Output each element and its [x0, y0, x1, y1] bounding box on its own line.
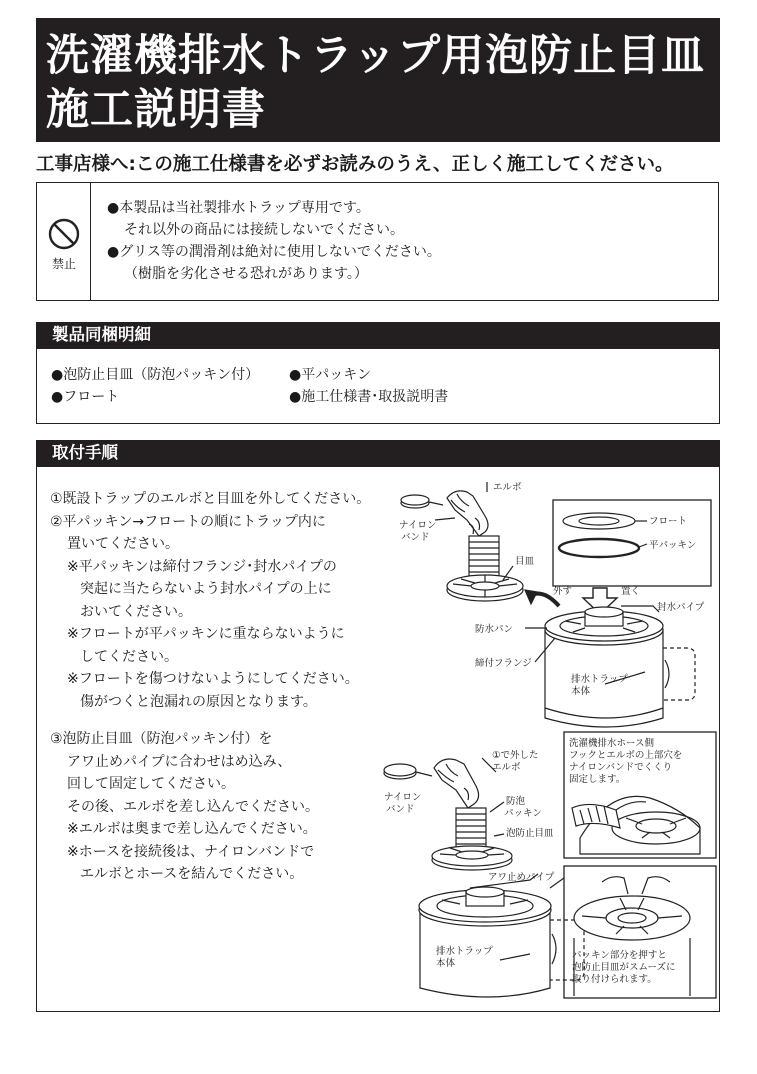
- warning-box: [36, 182, 719, 301]
- contents-item: ●施工仕様書･取扱説明書: [289, 389, 449, 405]
- label-trap-body: 排水トラップ: [571, 674, 628, 685]
- label-removed-elbow: ①で外した: [492, 750, 539, 761]
- packing-note-line: パッキン部分を押すと: [572, 950, 667, 961]
- title-block: [36, 18, 720, 142]
- step-line: ※エルボは奥まで差し込んでください。: [67, 821, 317, 837]
- label-nylon-band: ナイロン: [399, 520, 437, 531]
- label-nylon-band: バンド: [401, 532, 430, 543]
- contents-heading: 製品同梱明細: [36, 322, 720, 348]
- warning-line: ●本製品は当社製排水トラップ専用です。: [107, 200, 370, 216]
- label-mezara: 目皿: [515, 556, 535, 567]
- step-line: その後、エルボを差し込んでください。: [67, 798, 319, 815]
- step-line: ※フロートが平パッキンに重ならないように: [67, 626, 345, 642]
- contents-item: ●平パッキン: [289, 367, 372, 383]
- packing-note-line: 取り付けられます。: [572, 974, 657, 985]
- label-flange: 締付フランジ: [475, 658, 532, 669]
- label-trap-body: 本体: [436, 958, 456, 969]
- step-line: エルボとホースを結んでください。: [80, 866, 304, 882]
- warning-side: [37, 183, 91, 300]
- warning-line: （樹脂を劣化させる恐れがあります。）: [124, 266, 368, 282]
- prohibition-icon: [47, 217, 81, 251]
- hose-note-line: フックとエルボの上部穴を: [569, 750, 683, 761]
- hose-note-line: 固定します。: [569, 774, 626, 785]
- label-bouhou-packing: パッキン: [504, 808, 542, 819]
- label-removed-elbow: エルボ: [492, 762, 521, 773]
- label-flat-packing: 平パッキン: [649, 540, 697, 551]
- step-line: アワ止めパイプに合わせはめ込み、: [67, 753, 292, 770]
- contents-box: [36, 348, 720, 424]
- subtitle-notice: 工事店様へ:この施工仕様書を必ずお読みのうえ、正しく施工してください。: [36, 154, 674, 175]
- step-line: ※フロートを傷つけないようにしてください。: [67, 671, 359, 687]
- hose-note-line: ナイロンバンドでくくり: [569, 762, 673, 773]
- warning-text: [107, 197, 441, 285]
- step-line: 傷がつくと泡漏れの原因となります。: [80, 693, 317, 710]
- step-3: [50, 728, 319, 886]
- step-line: ※ホースを接続後は、ナイロンバンドで: [67, 843, 315, 860]
- step-line: ②平パッキン→フロートの順にトラップ内に: [50, 513, 326, 530]
- installation-diagram-2: [380, 728, 720, 1010]
- label-bouzui-pan: 防水パン: [475, 624, 514, 635]
- label-remove: 外す: [553, 586, 573, 597]
- step-line: ①既設トラップのエルボと目皿を外してください。: [50, 491, 371, 507]
- label-trap-body: 本体: [571, 686, 591, 697]
- step-line: 回して固定してください。: [67, 776, 235, 792]
- label-elbow: エルボ: [493, 482, 522, 493]
- contents-item: ●泡防止目皿（防泡パッキン付）: [51, 367, 260, 383]
- contents-item: ●フロート: [51, 389, 120, 405]
- hose-note-line: 洗濯機排水ホース側: [569, 738, 655, 749]
- label-foam-pipe: アワ止めパイプ: [488, 872, 555, 883]
- step-line: ③泡防止目皿（防泡パッキン付）を: [50, 731, 273, 747]
- installation-diagram-1: [395, 478, 715, 736]
- title-line-1: 洗濯機排水トラップ用泡防止目皿: [46, 31, 706, 81]
- label-trap-body: 排水トラップ: [436, 946, 493, 957]
- label-seal-pipe: 封水パイプ: [657, 602, 705, 613]
- step-line: ※平パッキンは締付フランジ･封水パイプの: [67, 558, 337, 575]
- label-nylon-band: ナイロン: [384, 792, 422, 803]
- warning-line: ●グリス等の潤滑剤は絶対に使用しないでください。: [107, 244, 441, 260]
- label-float: フロート: [649, 516, 688, 527]
- label-nylon-band: バンド: [386, 804, 415, 815]
- label-anti-foam-mezara: 泡防止目皿: [506, 828, 554, 839]
- prohibition-label: 禁止: [51, 257, 76, 271]
- label-bouhou-packing: 防泡: [506, 796, 526, 807]
- label-place: 置く: [621, 586, 641, 597]
- step-line: おいてください。: [80, 603, 192, 620]
- steps-1-2: [50, 488, 370, 713]
- warning-line: それ以外の商品には接続しないでください。: [124, 222, 404, 238]
- packing-note-line: 泡防止目皿がスムーズに: [572, 962, 676, 973]
- procedure-heading: 取付手順: [36, 440, 720, 466]
- step-line: してください。: [80, 648, 178, 665]
- title-line-2: 施工説明書: [46, 85, 266, 135]
- step-line: 置いてください。: [67, 536, 179, 552]
- step-line: 突起に当たらないよう封水パイプの上に: [80, 581, 332, 597]
